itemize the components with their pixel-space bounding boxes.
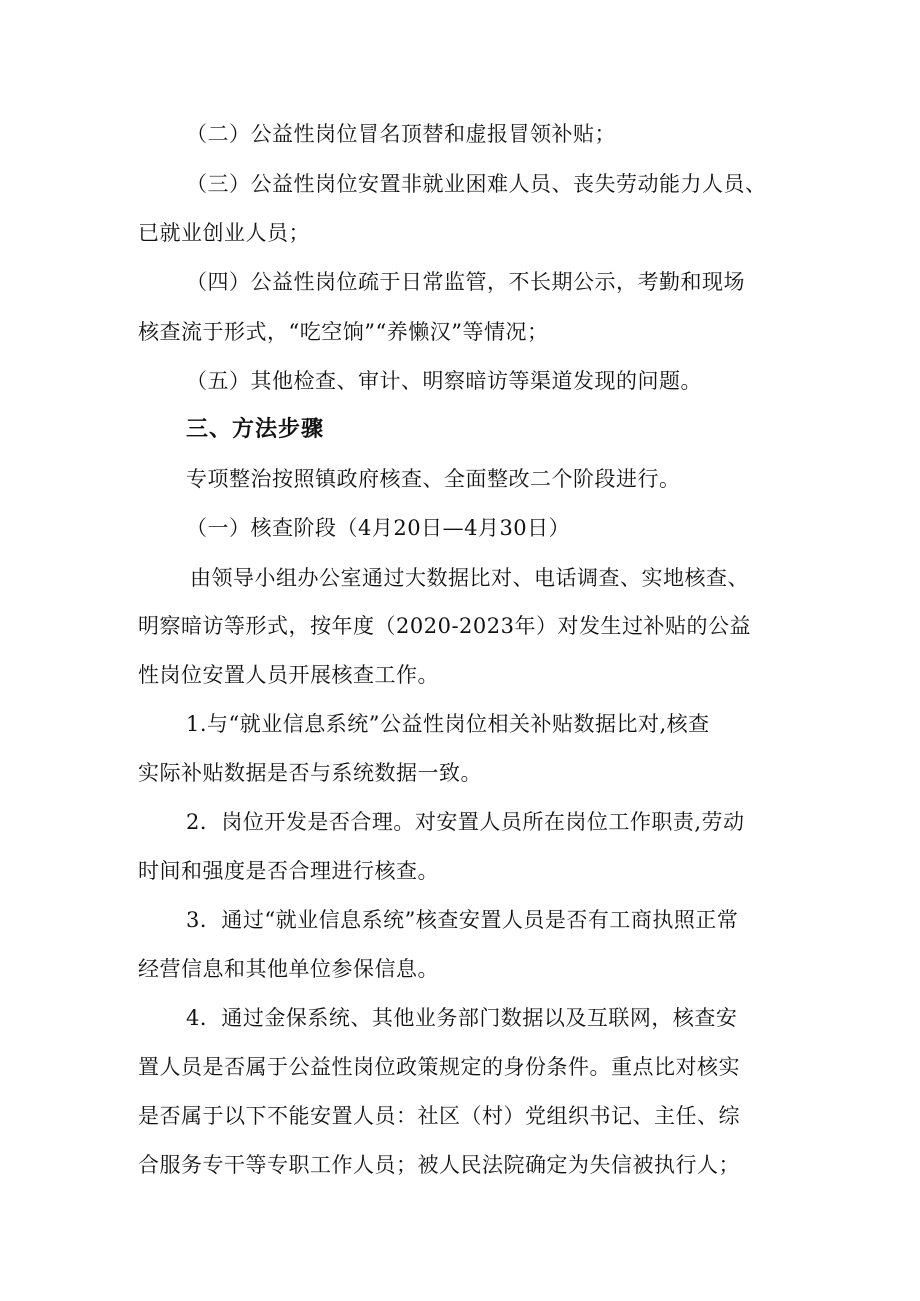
stage-title: （一）核查阶段（4月20日—4月30日） bbox=[186, 516, 571, 540]
intro-paragraph: 专项整治按照镇政府核查、全面整改二个阶段进行。 bbox=[186, 467, 681, 491]
list-item-3-line-1: （三）公益性岗位安置非就业困难人员、丧失劳动能力人员、 bbox=[186, 172, 767, 196]
section-heading: 三、方法步骤 bbox=[186, 417, 325, 442]
step-4-line-2: 置人员是否属于公益性岗位政策规定的身份条件。重点比对核实 bbox=[138, 1055, 740, 1079]
list-item-2: （二）公益性岗位冒名顶替和虚报冒领补贴； bbox=[186, 122, 616, 146]
list-item-5: （五）其他检查、审计、明察暗访等渠道发现的问题。 bbox=[186, 369, 702, 393]
step-4-line-4: 合服务专干等专职工作人员；被人民法院确定为失信被执行人； bbox=[138, 1153, 740, 1177]
step-4-line-1: 4．通过金保系统、其他业务部门数据以及互联网，核查安 bbox=[186, 1006, 738, 1030]
step-2-line-1: 2．岗位开发是否合理。对安置人员所在岗位工作职责,劳动 bbox=[186, 810, 745, 834]
step-2-line-2: 时间和强度是否合理进行核查。 bbox=[138, 859, 439, 883]
step-1-line-2: 实际补贴数据是否与系统数据一致。 bbox=[138, 761, 482, 785]
step-3-line-2: 经营信息和其他单位参保信息。 bbox=[138, 957, 439, 981]
list-item-4-line-2: 核查流于形式，“吃空饷”“养懒汉”等情况； bbox=[138, 320, 549, 344]
stage-paragraph-line-2: 明察暗访等形式，按年度（2020-2023年）对发生过补贴的公益 bbox=[138, 614, 751, 638]
list-item-4-line-1: （四）公益性岗位疏于日常监管，不长期公示，考勤和现场 bbox=[186, 270, 745, 294]
step-4-line-3: 是否属于以下不能安置人员：社区（村）党组织书记、主任、综 bbox=[138, 1104, 740, 1128]
step-1-line-1: 1.与“就业信息系统”公益性岗位相关补贴数据比对,核查 bbox=[186, 712, 710, 736]
stage-paragraph-line-3: 性岗位安置人员开展核查工作。 bbox=[138, 663, 439, 687]
stage-paragraph-line-1: 由领导小组办公室通过大数据比对、电话调查、实地核查、 bbox=[190, 566, 749, 590]
step-3-line-1: 3．通过“就业信息系统”核查安置人员是否有工商执照正常 bbox=[186, 908, 739, 932]
list-item-3-line-2: 已就业创业人员； bbox=[138, 221, 310, 245]
